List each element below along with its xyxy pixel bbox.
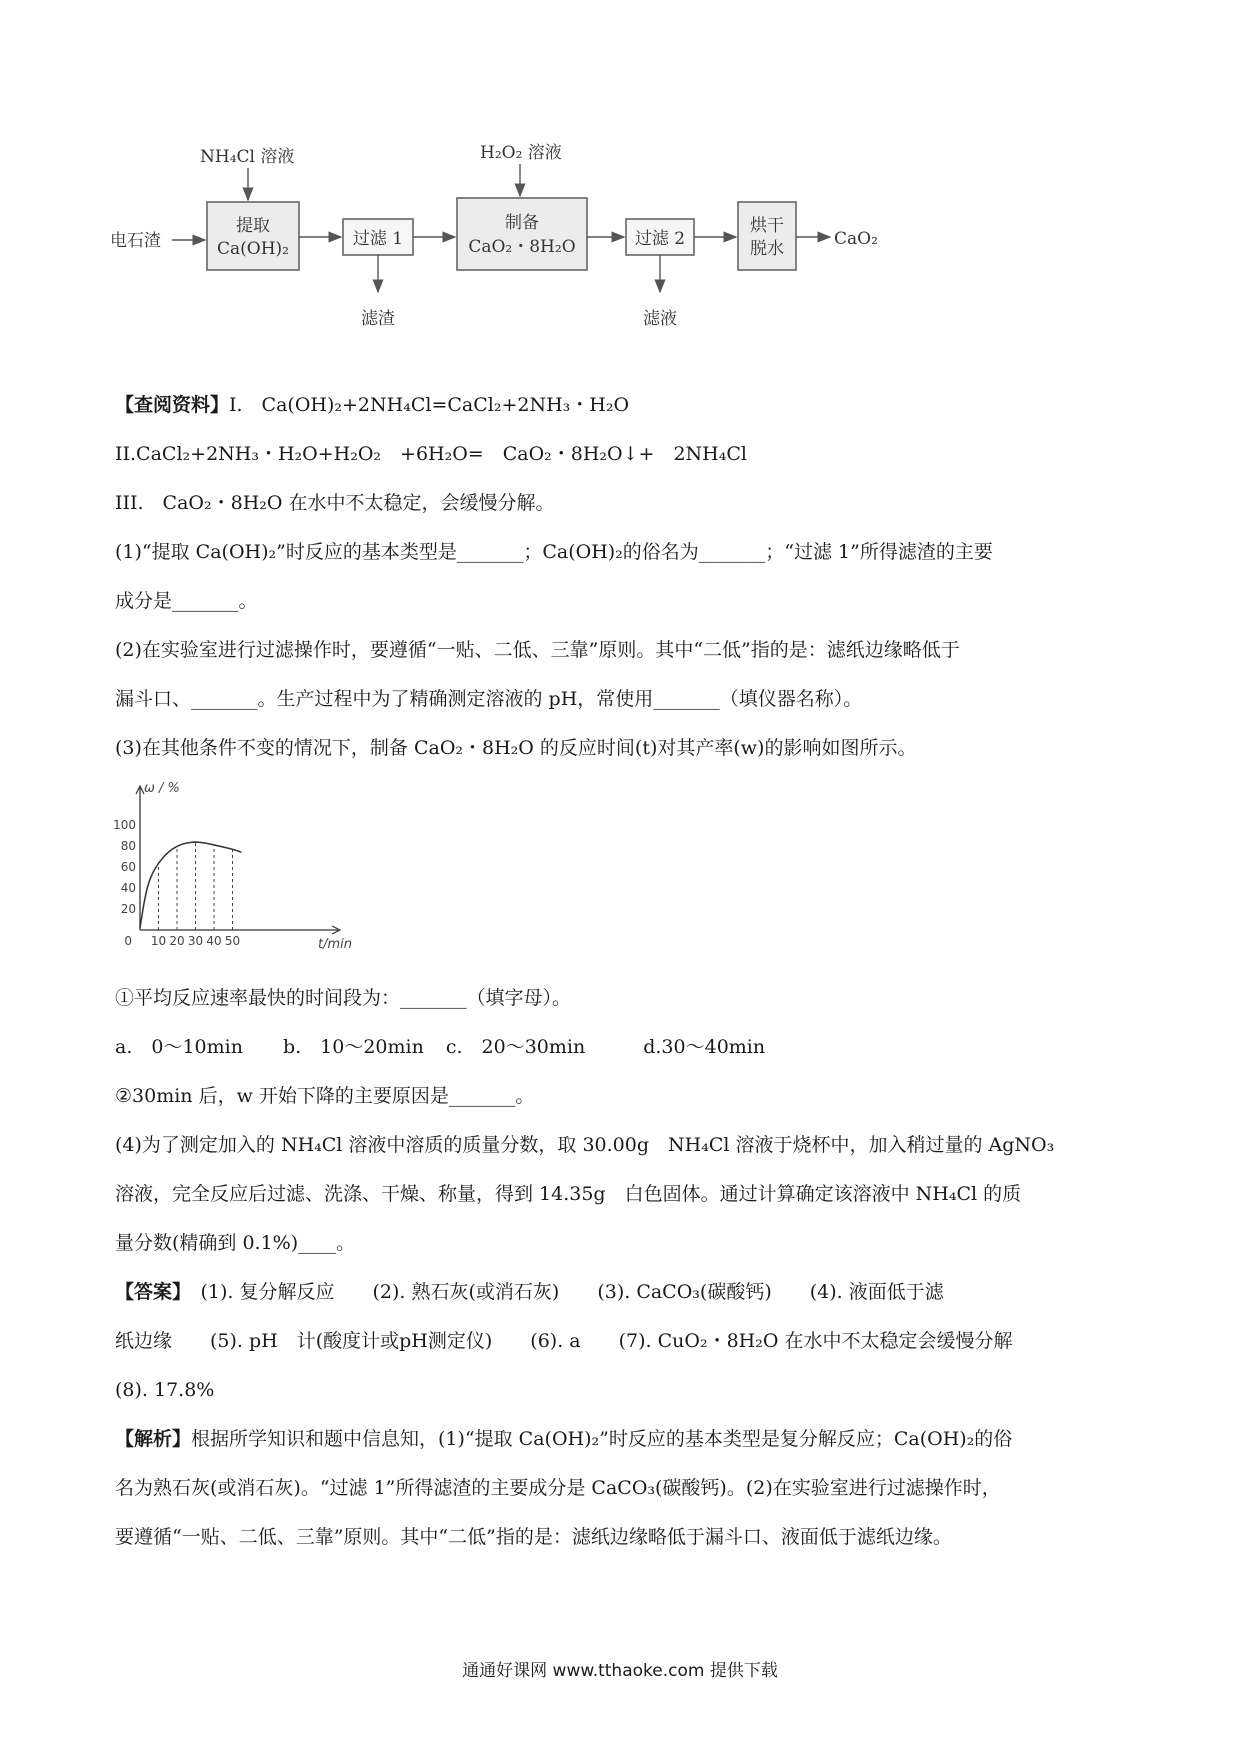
- answer-line-1: [115, 1279, 944, 1305]
- x-tick-30: 30: [187, 934, 204, 948]
- question-2-line-2: 漏斗口、_______。生产过程中为了精确测定溶液的 pH，常使用_______（填仪器名称）。: [115, 688, 863, 710]
- options-row: [115, 1034, 765, 1060]
- process-flowchart: [100, 140, 1000, 370]
- explanation-text-1: 根据所学知识和题中信息知，(1)“提取 Ca(OH)₂”时反应的基本类型是复分解反应；Ca(OH)₂的俗: [191, 1428, 1013, 1450]
- option-d: d.30～40min: [643, 1036, 766, 1058]
- flow-input: 电石渣: [110, 231, 161, 251]
- y-tick-20: 20: [120, 902, 136, 916]
- question-3-part-1: ①平均反应速率最快的时间段为：_______（填字母）。: [115, 987, 572, 1009]
- question-3: (3)在其他条件不变的情况下，制备 CaO₂・8H₂O 的反应时间(t)对其产率(w)的影响如图所示。: [115, 737, 917, 759]
- question-1-line-1: (1)“提取 Ca(OH)₂”时反应的基本类型是_______；Ca(OH)₂的俗名为_______；“过滤 1”所得滤渣的主要: [115, 541, 993, 563]
- explanation-heading: 【解析】: [115, 1428, 192, 1450]
- question-3-part-2: ②30min 后，w 开始下降的主要原因是_______。: [115, 1085, 535, 1107]
- flow-output: CaO₂: [834, 229, 878, 249]
- flow-box1-line2: Ca(OH)₂: [217, 239, 289, 259]
- reference-line-1: [115, 392, 629, 418]
- question-4-line-2: 溶液，完全反应后过滤、洗涤、干燥、称量，得到 14.35g 白色固体。通过计算确定该溶液中 NH₄Cl 的质: [115, 1183, 1022, 1205]
- x-tick-50: 50: [224, 934, 241, 948]
- question-4-line-1: (4)为了测定加入的 NH₄Cl 溶液中溶质的质量分数，取 30.00g NH₄Cl 溶液于烧杯中，加入稍过量的 AgNO₃: [115, 1134, 1055, 1156]
- flow-box4: 过滤 2: [634, 229, 686, 249]
- flow-box2: 过滤 1: [352, 229, 404, 249]
- x-tick-20: 20: [169, 934, 185, 948]
- explanation-line-2: 名为熟石灰(或消石灰)。“过滤 1”所得滤渣的主要成分是 CaCO₃(碳酸钙)。(2)在实验室进行过滤操作时，: [115, 1477, 1001, 1499]
- flow-reagent-nh4cl: NH₄Cl 溶液: [200, 147, 295, 167]
- x-tick-40: 40: [206, 934, 222, 948]
- reference-1: I. Ca(OH)₂+2NH₄Cl=CaCl₂+2NH₃・H₂O: [229, 394, 630, 416]
- option-a: a. 0～10min: [115, 1036, 243, 1058]
- y-tick-60: 60: [120, 860, 136, 874]
- option-b: b. 10～20min: [282, 1036, 424, 1058]
- page-footer: 通通好课网 www.tthaoke.com 提供下载: [462, 1661, 778, 1681]
- answer-line-3: (8). 17.8%: [115, 1379, 215, 1401]
- answer-text-1: (1). 复分解反应 (2). 熟石灰(或消石灰) (3). CaCO₃(碳酸钙) (4). 液面低于滤: [181, 1281, 944, 1303]
- flow-box1-line1: 提取: [236, 216, 270, 236]
- explanation-line-1: [115, 1426, 1012, 1452]
- chart-ylabel: ω / %: [144, 781, 180, 796]
- reference-3: III. CaO₂・8H₂O 在水中不太稳定，会缓慢分解。: [115, 492, 555, 514]
- question-1-line-2: 成分是_______。: [115, 590, 258, 612]
- chart-xlabel: t/min: [318, 937, 352, 952]
- flow-box5-line2: 脱水: [750, 239, 784, 259]
- reference-2: II.CaCl₂+2NH₃・H₂O+H₂O₂ +6H₂O= CaO₂・8H₂O↓+ 2NH₄Cl: [115, 443, 747, 465]
- answer-heading: 【答案】: [115, 1281, 182, 1303]
- y-tick-40: 40: [120, 881, 136, 895]
- question-4-line-3: 量分数(精确到 0.1%)____。: [115, 1232, 356, 1254]
- yield-vs-time-chart: [110, 780, 370, 960]
- flow-box3-line1: 制备: [505, 213, 539, 233]
- y-tick-0: 0: [124, 934, 132, 948]
- x-tick-10: 10: [150, 934, 167, 948]
- flow-reagent-h2o2: H₂O₂ 溶液: [480, 143, 562, 163]
- y-tick-100: 100: [113, 818, 136, 832]
- flow-box3-line2: CaO₂・8H₂O: [468, 237, 576, 257]
- flow-filtrate: 滤液: [643, 309, 677, 329]
- flow-residue: 滤渣: [361, 309, 395, 329]
- yield-curve: [140, 842, 242, 928]
- option-c: c. 20～30min: [445, 1036, 586, 1058]
- reference-heading: 【查阅资料】: [115, 394, 230, 416]
- y-tick-80: 80: [120, 839, 136, 853]
- explanation-line-3: 要遵循“一贴、二低、三靠”原则。其中“二低”指的是：滤纸边缘略低于漏斗口、液面低于滤纸边缘。: [115, 1526, 952, 1548]
- answer-line-2: 纸边缘 (5). pH 计(酸度计或pH测定仪) (6). a (7). CuO₂・8H₂O 在水中不太稳定会缓慢分解: [115, 1330, 1013, 1352]
- flow-box5-line1: 烘干: [750, 216, 784, 236]
- question-2-line-1: (2)在实验室进行过滤操作时，要遵循“一贴、二低、三靠”原则。其中“二低”指的是：滤纸边缘略低于: [115, 639, 960, 661]
